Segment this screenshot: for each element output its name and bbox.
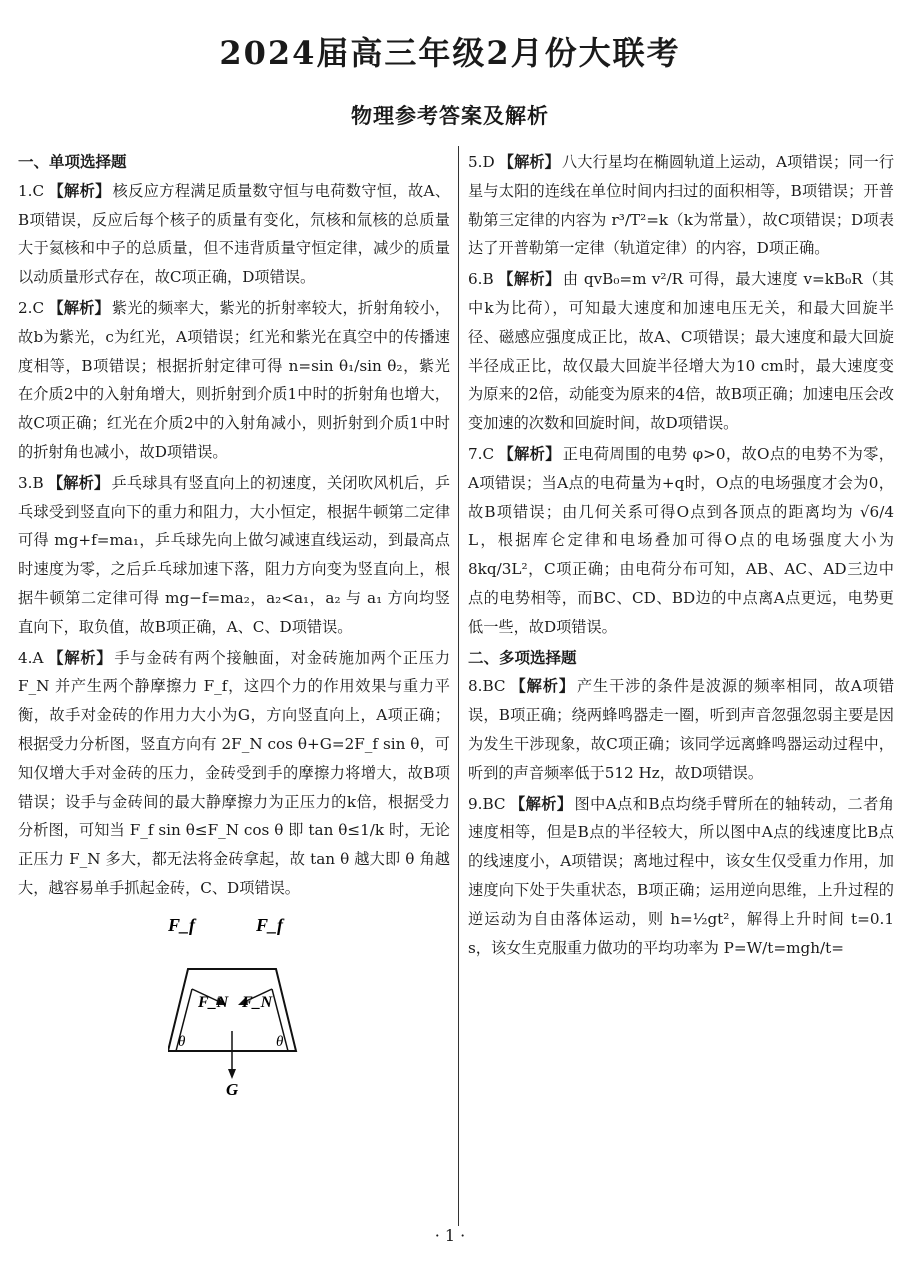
- answer-text: 图中A点和B点均绕手臂所在的轴转动，二者角速度相等，但是B点的半径较大，所以图中A点的线速度比B点的线速度小，A项错误；离地过程中，该女生仅受重力作用，加速度向下处于失重状态，B项正确；运用逆向思维，上升过程的逆运动为自由落体运动，则 h=½gt²，解得上升时间 t=0.1 s，该女生克服重力做功的平均功率为 P=W/t=mgh/t=: [468, 794, 894, 957]
- gravity-label: G: [226, 1079, 239, 1096]
- answer-text: 正电荷周围的电势 φ>0，故O点的电势不为零，A项错误；当A点的电荷量为+q时，O点的电场强度才会为0，故B项错误；由几何关系可得O点到各顶点的距离均为 √6/4 L，根据库仑定律和电场叠加可得O点的电场强度大小为 8kq/3L²，C项正确；由电荷分布可知，AB、AC、AD三边中点的电势相等，而BC、CD、BD边的中点离A点更远，电势更低一些，故D项错误。: [468, 444, 894, 636]
- analysis-tag: 【解析】: [47, 473, 110, 492]
- answer-number: 3.B: [18, 473, 44, 492]
- answer-number: 5.D: [468, 153, 495, 171]
- analysis-tag: 【解析】: [498, 153, 560, 171]
- analysis-tag: 【解析】: [509, 677, 575, 696]
- answer-item: [18, 644, 450, 903]
- force-diagram-svg: [168, 911, 318, 1096]
- analysis-tag: 【解析】: [497, 270, 561, 289]
- answer-number: 9.BC: [468, 794, 506, 813]
- gravity-arrowhead: [228, 1069, 236, 1079]
- section-heading-single: 一、单项选择题: [18, 152, 127, 171]
- analysis-tag: 【解析】: [48, 181, 111, 200]
- answer-item: [468, 672, 894, 787]
- answer-item: [18, 469, 450, 642]
- answer-item: [18, 177, 450, 292]
- analysis-tag: 【解析】: [47, 648, 113, 667]
- page-number: · 1 ·: [434, 1226, 466, 1245]
- answer-text: 产生干涉的条件是波源的频率相同，故A项错误，B项正确；绕两蜂鸣器走一圈，听到声音忽强忽弱主要是因为发生干涉现象，故C项正确；该同学远离蜂鸣器运动过程中，听到的声音频率低于512 Hz，故D项错误。: [468, 677, 895, 782]
- answer-number: 7.C: [468, 444, 495, 463]
- analysis-tag: 【解析】: [509, 794, 573, 813]
- right-answer-list-b: [468, 672, 894, 962]
- answer-item: [468, 790, 894, 963]
- answer-item: [468, 265, 894, 438]
- answer-number: 4.A: [18, 648, 44, 667]
- analysis-tag: 【解析】: [48, 298, 110, 317]
- answer-text: 乒乓球具有竖直向上的初速度，关闭吹风机后，乒乓球受到竖直向下的重力和阻力，大小恒定，根据牛顿第二定律可得 mg+f=ma₁，乒乓球先向上做匀减速直线运动，到最高点时速度为零，之后乒乓球加速下落，阻力方向变为竖直向上，根据牛顿第二定律可得 mg−f=ma₂，a₂<a₁，a₂ 与 a₁ 方向均竖直向下，取负值，故B项正确，A、C、D项错误。: [18, 473, 451, 636]
- answer-text: 手与金砖有两个接触面，对金砖施加两个正压力 F_N 并产生两个静摩擦力 F_f，这四个力的作用效果与重力平衡，故手对金砖的作用力大小为G，方向竖直向上，A项正确；根据受力分析图，竖直方向有 2F_N cos θ+G=2F_f sin θ，可知仅增大手对金砖的压力，金砖受到手的摩擦力将增大，故B项错误；设手与金砖间的最大静摩擦力为正压力的k倍，根据受力分析图，可知当 F_f sin θ≤F_N cos θ 即 tan θ≤1/k 时，无论正压力 F_N 多大，都无法将金砖拿起，故 tan θ 越大即 θ 角越大，越容易单手抓起金砖，C、D项错误。: [18, 648, 451, 897]
- answer-item: [468, 148, 894, 263]
- answer-text: 八大行星均在椭圆轨道上运动，A项错误；同一行星与太阳的连线在单位时间内扫过的面积相等，B项错误；开普勒第三定律的内容为 r³/T²=k（k为常量），故C项错误；D项表达了开普勒第一定律（轨道定律）的内容，D项正确。: [468, 153, 895, 258]
- page-subtitle: 物理参考答案及解析: [351, 103, 549, 128]
- theta-right-label: θ: [276, 1033, 284, 1050]
- left-column: [18, 148, 450, 1101]
- answer-number: 8.BC: [468, 677, 506, 696]
- answer-text: 由 qvB₀=m v²/R 可得，最大速度 v=kB₀R（其中k为比荷），可知最大速度和加速电压无关，和最大回旋半径、磁感应强度成正比，故A、C项错误；最大速度和最大回旋半径成正比，故仅最大回旋半径增大为10 cm时，最大速度变为原来的2倍，动能变为原来的4倍，故B项正确；加速电压会改变加速的次数和回旋时间，故D项错误。: [468, 270, 894, 433]
- fn-right-label: F_N: [242, 993, 273, 1011]
- answer-item: [18, 294, 450, 467]
- theta-left-label: θ: [178, 1033, 186, 1050]
- left-answer-list: [18, 177, 450, 903]
- answer-text: 紫光的频率大，紫光的折射率较大，折射角较小，故b为紫光，c为红光，A项错误；红光和紫光在真空中的传播速度相等，B项错误；根据折射定律可得 n=sin θ₁/sin θ₂，紫光在介质2中的入射角增大，则折射到介质1中时的折射角也增大，故C项正确；红光在介质2中的入射角减小，则折射到介质1中时的折射角也减小，故D项错误。: [18, 298, 451, 461]
- answer-item: [468, 440, 894, 642]
- right-column: [468, 148, 894, 964]
- answer-number: 6.B: [468, 270, 494, 289]
- answer-number: 2.C: [18, 298, 45, 317]
- column-divider: [458, 146, 459, 1226]
- analysis-tag: 【解析】: [498, 444, 561, 463]
- page-title: 2024届高三年级2月份大联考: [219, 34, 681, 72]
- force-diagram: [18, 911, 450, 1101]
- ff-left-label: F_f: [168, 914, 195, 935]
- right-answer-list-a: [468, 148, 894, 642]
- ff-right-label: F_f: [256, 914, 283, 935]
- section-heading-multi: 二、多项选择题: [468, 647, 577, 667]
- fn-left-label: F_N: [198, 993, 229, 1011]
- answer-text: 核反应方程满足质量数守恒与电荷数守恒，故A、B项错误，反应后每个核子的质量有变化，氘核和氚核的总质量大于氦核和中子的总质量，但不违背质量守恒定律，减少的质量以动质量形式存在，故C项正确，D项错误。: [18, 181, 451, 287]
- answer-number: 1.C: [18, 181, 45, 200]
